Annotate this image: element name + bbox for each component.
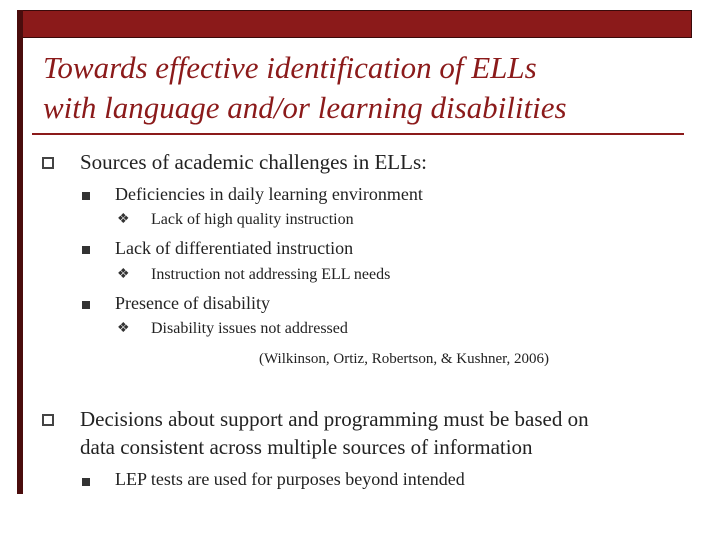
diamond-bullet-icon: ❖ (117, 267, 130, 282)
sub-bullet-lep-tests: LEP tests are used for purposes beyond intended (115, 469, 465, 489)
diamond-bullet-icon: ❖ (117, 321, 130, 336)
filled-square-bullet-icon (82, 301, 90, 309)
slide-title-line-2: with language and/or learning disabilities (43, 90, 567, 125)
detail-disability-not-addressed: Disability issues not addressed (151, 320, 348, 337)
detail-instruction-not-addressing-ell: Instruction not addressing ELL needs (151, 266, 391, 283)
filled-square-bullet-icon (82, 246, 90, 254)
filled-square-bullet-icon (82, 192, 90, 200)
bullet-decisions-line-1: Decisions about support and programming must be based on (80, 407, 589, 431)
slide-title-line-1: Towards effective identification of ELLs (43, 50, 537, 85)
square-bullet-icon (42, 414, 54, 426)
detail-lack-of-quality-instruction: Lack of high quality instruction (151, 211, 354, 228)
filled-square-bullet-icon (82, 478, 90, 486)
sub-bullet-presence-of-disability: Presence of disability (115, 293, 270, 313)
sub-bullet-lack-of-differentiation: Lack of differentiated instruction (115, 238, 354, 258)
diamond-bullet-icon: ❖ (117, 212, 130, 227)
bullet-sources-of-challenges: Sources of academic challenges in ELLs: (80, 150, 427, 174)
square-bullet-icon (42, 157, 54, 169)
citation: (Wilkinson, Ortiz, Robertson, & Kushner, 2006) (259, 351, 550, 367)
sub-bullet-deficiencies: Deficiencies in daily learning environment (115, 184, 423, 204)
bullet-decisions-line-2: data consistent across multiple sources of information (80, 435, 533, 459)
